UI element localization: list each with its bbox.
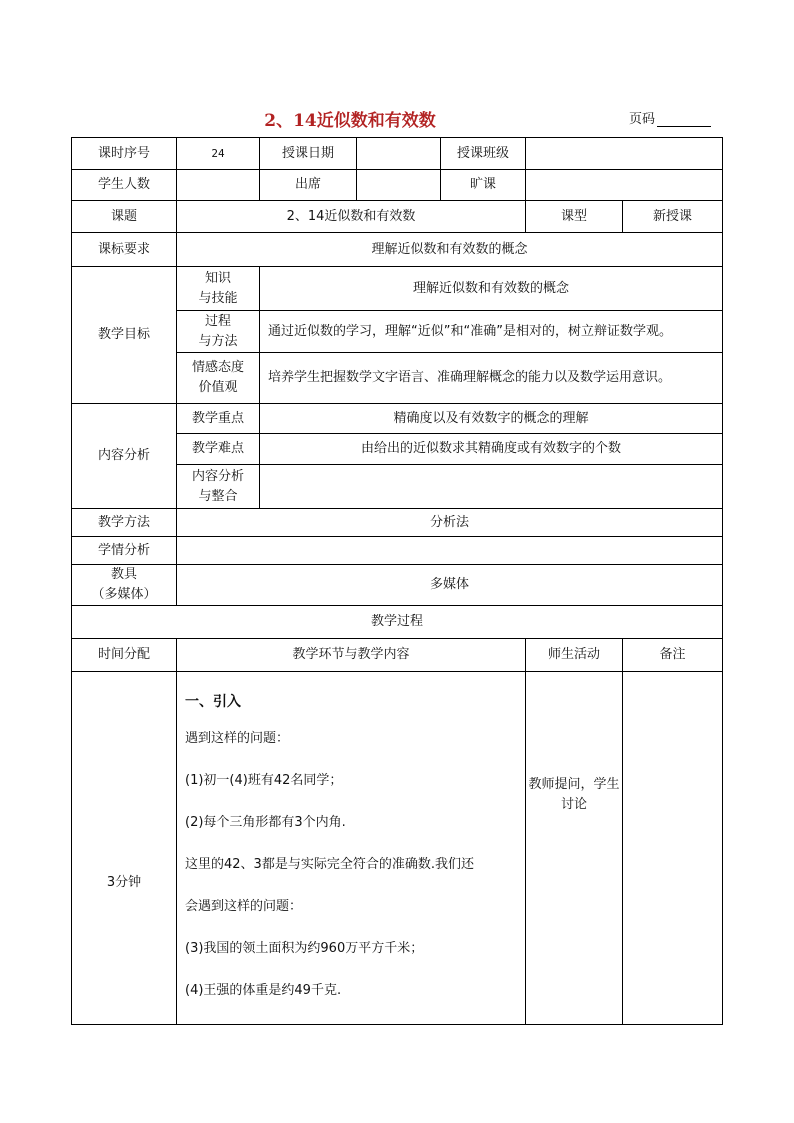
class-label: 授课班级 [441,138,526,170]
step-content [177,672,526,1025]
learner-label: 学情分析 [72,537,177,565]
type-value: 新授课 [623,201,723,233]
attitude-value: 培养学生把握数学文字语言、准确理解概念的能力以及数学运用意识。 [260,353,723,404]
topic-value: 2、14近似数和有效数 [177,201,526,233]
students-label: 学生人数 [72,170,177,201]
col-content-header: 教学环节与教学内容 [177,639,526,672]
step-activity: 教师提问，学生讨论 [526,672,623,1025]
integration-value [260,465,723,509]
learner-value [177,537,723,565]
integration-label: 内容分析 与整合 [177,465,260,509]
attend-value [357,170,441,201]
period-no-label: 课时序号 [72,138,177,170]
page-code-blank [657,114,711,127]
students-value [177,170,260,201]
tools-label: 教具 （多媒体） [72,565,177,606]
analysis-label: 内容分析 [72,404,177,509]
step-time: 3分钟 [72,672,177,1025]
knowledge-label: 知识 与技能 [177,267,260,311]
col-time-header: 时间分配 [72,639,177,672]
topic-label: 课题 [72,201,177,233]
step-heading: 一、引入 [185,694,241,710]
class-value [526,138,723,170]
difficulty-value: 由给出的近似数求其精确度或有效数字的个数 [260,434,723,465]
step-notes [623,672,723,1025]
date-label: 授课日期 [260,138,357,170]
step-line: (3)我国的领土面积为约960万平方千米； [185,941,424,956]
col-activity-header: 师生活动 [526,639,623,672]
period-no-value: 24 [177,138,260,170]
standard-label: 课标要求 [72,233,177,267]
standard-value: 理解近似数和有效数的概念 [177,233,723,267]
attend-label: 出席 [260,170,357,201]
step-line: (2)每个三角形都有3个内角. [185,815,346,830]
page-code-label: 页码 [629,112,656,127]
document-title: 2、14近似数和有效数 [264,111,436,131]
absent-value [526,170,723,201]
step-line: (1)初一(4)班有42名同学； [185,773,343,788]
goals-label: 教学目标 [72,267,177,404]
key-label: 教学重点 [177,404,260,434]
tools-value: 多媒体 [177,565,723,606]
method-value: 分析法 [177,509,723,537]
knowledge-value: 理解近似数和有效数的概念 [260,267,723,311]
step-line: 遇到这样的问题： [185,731,290,746]
lesson-plan-table [71,137,723,1025]
step-line: 会遇到这样的问题： [185,899,303,914]
method-label: 教学方法 [72,509,177,537]
process-label: 过程 与方法 [177,311,260,353]
step-line: (4)王强的体重是约49千克. [185,983,342,998]
type-label: 课型 [526,201,623,233]
process-title: 教学过程 [72,606,723,639]
process-value: 通过近似数的学习，理解“近似”和“准确”是相对的，树立辩证数学观。 [260,311,723,353]
step-line: 这里的42、3都是与实际完全符合的准确数.我们还 [185,857,474,872]
key-value: 精确度以及有效数字的概念的理解 [260,404,723,434]
absent-label: 旷课 [441,170,526,201]
col-notes-header: 备注 [623,639,723,672]
page-code [629,108,711,127]
difficulty-label: 教学难点 [177,434,260,465]
date-value [357,138,441,170]
attitude-label: 情感态度 价值观 [177,353,260,404]
